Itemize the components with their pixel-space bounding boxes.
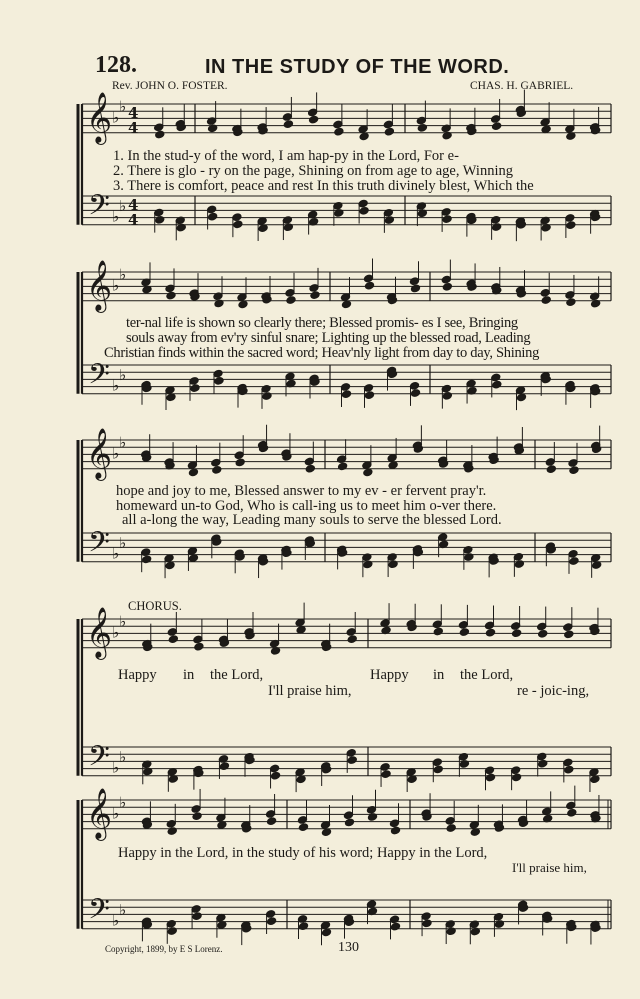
- verse-line: ter-nal life is shown so clearly there; Blessed promis- es I see, Bringing: [126, 315, 518, 331]
- note-head: [235, 458, 245, 467]
- note-head: [422, 919, 432, 928]
- flat-icon: ♭: [119, 196, 127, 215]
- note-head: [384, 216, 394, 225]
- note-head: [142, 555, 152, 564]
- note-head: [388, 560, 398, 569]
- note-head: [384, 127, 394, 136]
- treble-clef-icon: 𝄞: [86, 428, 113, 479]
- note-head: [546, 465, 556, 474]
- note-head: [442, 391, 452, 400]
- verse-line: Christian finds within the sacred word; Heav'nly light from day to day, Shining: [104, 345, 540, 361]
- verse-line: 3. There is comfort, peace and rest In this truth divinely blest, Which the: [113, 178, 534, 194]
- flat-icon: ♭: [119, 793, 127, 812]
- flat-icon: ♭: [112, 276, 120, 295]
- flat-icon: ♭: [112, 207, 120, 226]
- note-head: [512, 629, 522, 638]
- note-head: [569, 557, 579, 566]
- note-head: [192, 912, 202, 921]
- note-head: [538, 629, 548, 638]
- note-head: [359, 206, 369, 215]
- note-head: [338, 462, 348, 471]
- note-head: [485, 628, 495, 637]
- note-head: [341, 390, 351, 399]
- verse-line: hope and joy to me, Blessed answer to my ev - er fervent pray'r.: [116, 483, 487, 499]
- note-head: [390, 826, 400, 835]
- note-head: [538, 759, 548, 768]
- note-head: [190, 384, 200, 393]
- chorus-word: Happy: [370, 667, 409, 683]
- note-head: [298, 823, 308, 832]
- note-head: [485, 773, 495, 782]
- note-head: [238, 300, 248, 309]
- page-number: 130: [338, 940, 359, 955]
- note-head: [321, 928, 331, 937]
- note-head: [212, 465, 222, 474]
- note-head: [364, 391, 374, 400]
- chorus-word: Happy: [118, 667, 157, 683]
- note-head: [569, 466, 579, 475]
- bass-clef-icon: 𝄢: [88, 358, 110, 398]
- note-head: [347, 635, 357, 644]
- flat-icon: ♭: [112, 758, 120, 777]
- flat-icon: ♭: [119, 365, 127, 384]
- flat-icon: ♭: [112, 623, 120, 642]
- note-head: [166, 291, 176, 300]
- note-head: [464, 553, 474, 562]
- chorus-line: I'll praise him,: [512, 860, 587, 875]
- note-head: [188, 468, 198, 477]
- note-head: [364, 281, 374, 290]
- treble-clef-icon: 𝄞: [86, 92, 113, 143]
- note-head: [566, 221, 576, 230]
- flat-icon: ♭: [112, 444, 120, 463]
- chorus-word: the Lord,: [210, 667, 264, 683]
- flat-icon: ♭: [112, 376, 120, 395]
- verse-line: 2. There is glo - ry on the page, Shining on from age to age, Winning: [113, 163, 513, 179]
- note-head: [167, 927, 177, 936]
- note-head: [541, 296, 551, 305]
- flat-icon: ♭: [112, 544, 120, 563]
- note-head: [344, 818, 354, 827]
- author-credit: Rev. JOHN O. FOSTER.: [112, 80, 228, 92]
- note-head: [347, 756, 357, 765]
- flat-icon: ♭: [119, 97, 127, 116]
- note-head: [446, 927, 456, 936]
- time-signature: 4: [128, 104, 139, 122]
- note-head: [208, 212, 218, 221]
- hymn-number: 128.: [95, 52, 137, 78]
- flat-icon: ♭: [119, 533, 127, 552]
- bass-clef-icon: 𝄢: [88, 740, 110, 780]
- note-head: [433, 627, 443, 636]
- note-head: [305, 464, 315, 473]
- note-head: [566, 298, 576, 307]
- bass-clef-icon: 𝄢: [88, 526, 110, 566]
- chorus-word: in: [433, 667, 445, 683]
- note-head: [194, 642, 204, 651]
- flat-icon: ♭: [112, 804, 120, 823]
- note-head: [442, 215, 452, 224]
- treble-clef-icon: 𝄞: [86, 607, 113, 658]
- note-head: [410, 389, 420, 398]
- note-head: [433, 765, 443, 774]
- note-head: [310, 291, 320, 300]
- chorus-word: in: [183, 667, 195, 683]
- time-signature: 4: [128, 119, 139, 137]
- note-head: [155, 130, 165, 139]
- note-head: [270, 771, 280, 780]
- note-head: [381, 770, 391, 779]
- note-head: [516, 393, 526, 402]
- note-head: [167, 827, 177, 836]
- note-head: [514, 560, 524, 569]
- note-head: [564, 630, 574, 639]
- note-head: [410, 284, 420, 293]
- flat-icon: ♭: [112, 108, 120, 127]
- note-head: [417, 123, 427, 132]
- note-head: [492, 122, 502, 131]
- note-head: [359, 132, 369, 141]
- chorus-word: re - joic-ing,: [517, 683, 590, 699]
- chorus-label: CHORUS.: [128, 599, 182, 613]
- note-head: [564, 765, 574, 774]
- time-signature: 4: [128, 196, 139, 214]
- treble-clef-icon: 𝄞: [86, 788, 113, 839]
- flat-icon: ♭: [119, 747, 127, 766]
- bass-clef-icon: 𝄢: [88, 189, 110, 229]
- note-head: [233, 220, 243, 229]
- flat-icon: ♭: [119, 265, 127, 284]
- note-head: [459, 628, 469, 637]
- note-head: [262, 392, 272, 401]
- note-head: [492, 380, 502, 389]
- note-head: [165, 561, 175, 570]
- note-head: [363, 468, 373, 477]
- verse-line: souls away from ev'ry sinful snare; Lighting up the blessed road, Leading: [126, 330, 531, 346]
- note-head: [266, 817, 276, 826]
- chorus-word: the Lord,: [460, 667, 514, 683]
- bass-clef-icon: 𝄢: [88, 893, 110, 933]
- note-head: [390, 922, 400, 931]
- note-head: [446, 824, 456, 833]
- note-head: [168, 635, 178, 644]
- copyright-notice: Copyright, 1899, by E S Lorenz.: [105, 944, 223, 954]
- note-head: [219, 762, 229, 771]
- note-head: [266, 917, 276, 926]
- flat-icon: ♭: [119, 612, 127, 631]
- time-signature: 4: [128, 211, 139, 229]
- verse-line: homeward un-to God, Who is call-ing us to meet him o-ver there.: [116, 498, 497, 514]
- note-head: [512, 773, 522, 782]
- note-head: [494, 920, 504, 929]
- verse-line: 1. In the stud-y of the word, I am hap-py in the Lord, For e-: [113, 148, 459, 164]
- flat-icon: ♭: [119, 900, 127, 919]
- hymn-title: IN THE STUDY OF THE WORD.: [205, 56, 510, 78]
- flat-icon: ♭: [119, 433, 127, 452]
- note-head: [442, 282, 452, 291]
- treble-clef-icon: 𝄞: [86, 260, 113, 311]
- composer-credit: CHAS. H. GABRIEL.: [470, 80, 574, 92]
- note-head: [286, 296, 296, 305]
- note-head: [283, 120, 293, 129]
- note-head: [214, 376, 224, 385]
- note-head: [296, 625, 306, 634]
- note-head: [492, 223, 502, 232]
- flat-icon: ♭: [112, 911, 120, 930]
- chorus-word: I'll praise him,: [268, 683, 352, 699]
- chorus-line: Happy in the Lord, in the study of his word; Happy in the Lord,: [118, 845, 488, 861]
- verse-line: all a-long the way, Leading many souls to serve the blessed Lord.: [122, 512, 502, 528]
- note-head: [309, 115, 319, 124]
- note-head: [192, 812, 202, 821]
- note-head: [567, 808, 577, 817]
- note-head: [155, 215, 165, 224]
- note-head: [334, 127, 344, 136]
- note-head: [283, 223, 293, 232]
